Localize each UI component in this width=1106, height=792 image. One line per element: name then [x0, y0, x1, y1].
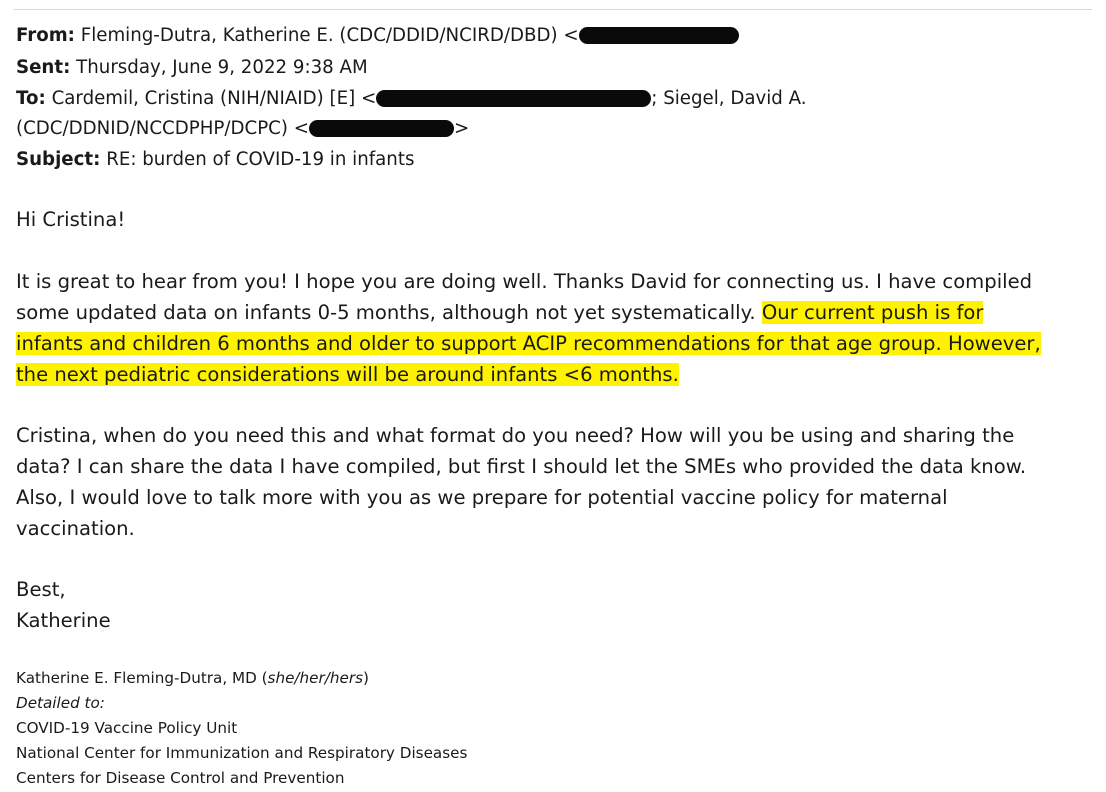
subject-line: [16, 148, 414, 171]
from-email-redaction: [579, 27, 739, 44]
to-value-cardemil: Cardemil, Cristina (NIH/NIAID) [E]: [51, 88, 356, 109]
signature-name: [16, 668, 369, 688]
from-line: [16, 24, 739, 47]
subject-value: RE: burden of COVID-19 in infants: [106, 149, 415, 170]
p1-line2: [16, 297, 983, 328]
signature-detailed: [16, 693, 105, 713]
top-divider: [14, 9, 1092, 10]
to-gt-2: >: [454, 118, 470, 139]
to-email-redaction-2: [309, 120, 454, 137]
from-value: Fleming-Dutra, Katherine E. (CDC/DDID/NCIRD/DBD): [80, 25, 558, 46]
to-label: To:: [16, 88, 46, 109]
to-value-siegel: ; Siegel, David A.: [651, 88, 807, 109]
from-label: From:: [16, 25, 75, 46]
p2-line4: vaccination.: [16, 517, 135, 540]
p2-line1: Cristina, when do you need this and what format do you need? How will you be using and sharing the: [16, 424, 1015, 447]
to-value-siegel-org: (CDC/DDNID/NCCDPHP/DCPC): [16, 118, 288, 139]
sent-line: [16, 56, 368, 79]
p1-line2-highlight: Our current push is for: [761, 301, 984, 324]
from-lt: <: [563, 25, 579, 46]
p1-line1: It is great to hear from you! I hope you are doing well. Thanks David for connecting us. I have compiled: [16, 270, 1033, 293]
sent-value: Thursday, June 9, 2022 9:38 AM: [76, 57, 368, 78]
p1-line4: [16, 359, 679, 390]
greeting: Hi Cristina!: [16, 208, 126, 231]
p1-line3: [16, 328, 1041, 359]
signature-pronouns: she/her/hers: [267, 669, 363, 687]
to-line: [16, 87, 807, 110]
p2-line3: Also, I would love to talk more with you as we prepare for potential vaccine policy for maternal: [16, 486, 948, 509]
signature-detailed-text: Detailed to:: [16, 694, 105, 712]
sender-name: Katherine: [16, 609, 111, 632]
to-lt-2: <: [293, 118, 309, 139]
signature-unit: COVID-19 Vaccine Policy Unit: [16, 719, 238, 737]
sent-label: Sent:: [16, 57, 71, 78]
to-line-2: [16, 117, 469, 140]
p1-line2-plain: some updated data on infants 0-5 months, although not yet systematically.: [16, 301, 762, 324]
subject-label: Subject:: [16, 149, 101, 170]
signature-name-text: Katherine E. Fleming-Dutra, MD (: [16, 669, 268, 687]
signature-org: Centers for Disease Control and Prevention: [16, 769, 345, 787]
p1-line3-highlight: infants and children 6 months and older to support ACIP recommendations for that age group. However,: [16, 332, 1041, 355]
to-email-redaction-1: [376, 90, 651, 107]
p2-line2: data? I can share the data I have compiled, but first I should let the SMEs who provided the data know.: [16, 455, 1027, 478]
p1-line4-highlight: the next pediatric considerations will be around infants <6 months.: [16, 363, 679, 386]
signature-center: National Center for Immunization and Respiratory Diseases: [16, 744, 468, 762]
to-lt-1: <: [361, 88, 377, 109]
signature-name-close: ): [363, 669, 369, 687]
closing: Best,: [16, 578, 66, 601]
